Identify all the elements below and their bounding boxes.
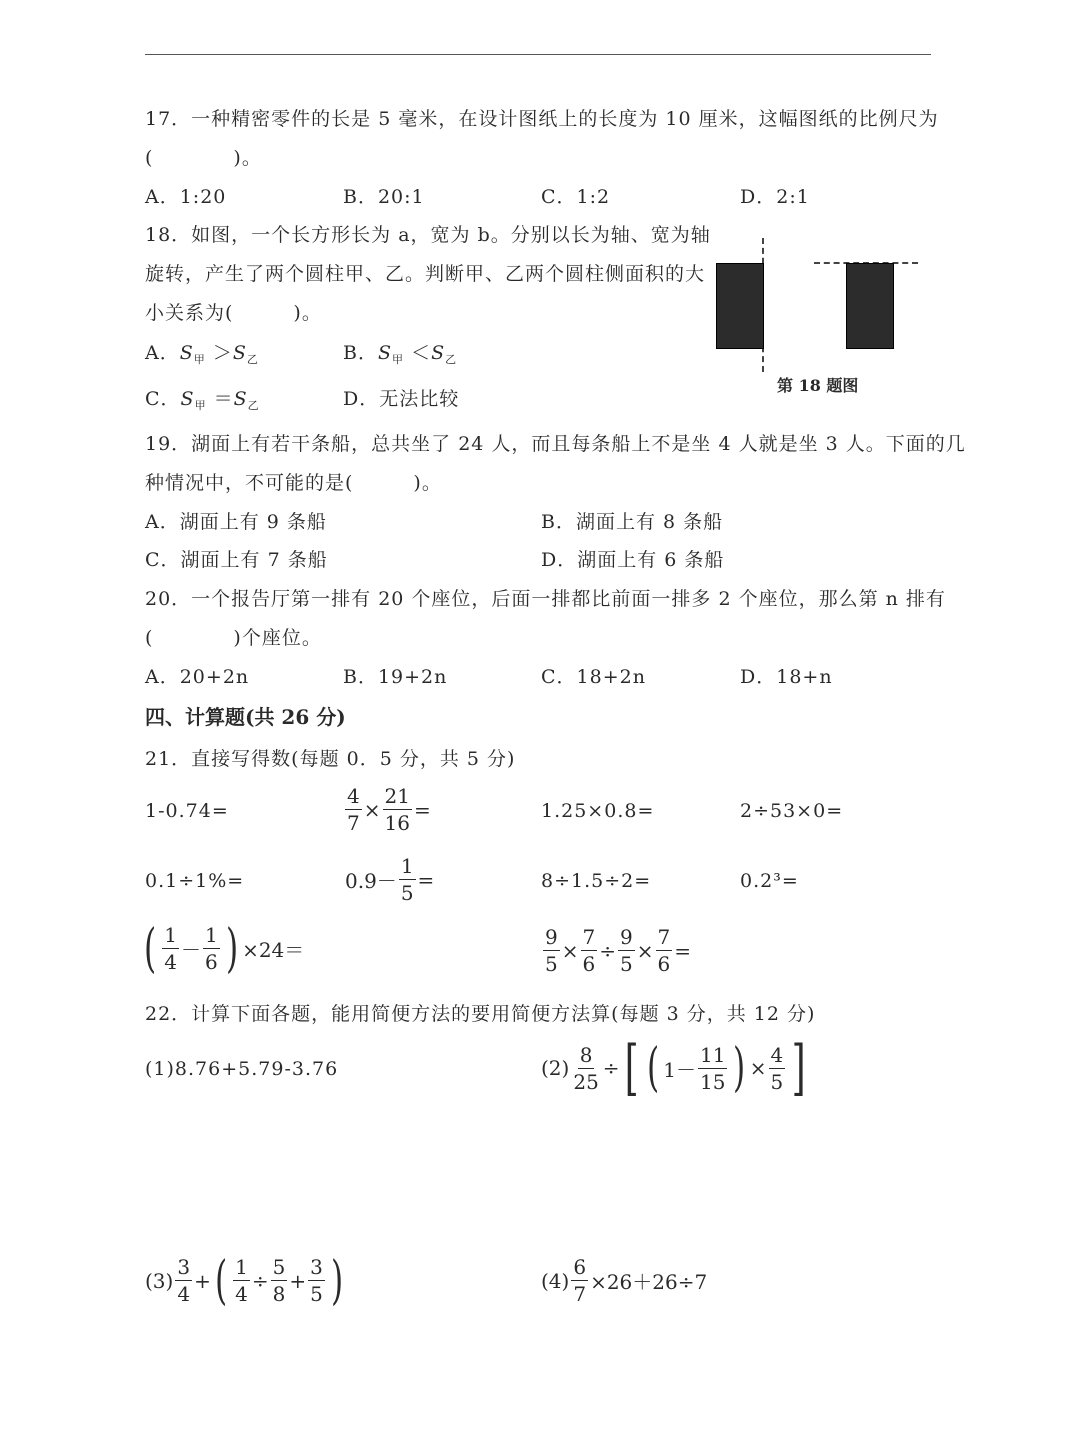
q21-expr-9: ( $\frac{1}{4}$ － $\frac{1}{6}$ ) ×24＝ — [144, 918, 305, 979]
q17-option-d: D．2:1 — [740, 186, 810, 208]
q20-option-d: D．18+n — [740, 666, 833, 688]
q20-option-a: A．20+2n — [145, 666, 250, 688]
q21-expr-6: 0.9－ $\frac{1}{5}$ = — [345, 854, 435, 905]
q17-option-b: B．20:1 — [343, 186, 425, 208]
q19-stem-line1: 19．湖面上有若干条船，总共坐了 24 人，而且每条船上不是坐 4 人就是坐 3 人。下面的几 — [145, 433, 966, 455]
q18-option-b: B．$S_甲 <S_乙$ — [343, 342, 458, 366]
q21-stem: 21．直接写得数(每题 0．5 分，共 5 分) — [145, 748, 516, 770]
q17-stem-line2: ( )。 — [145, 147, 262, 169]
q18-stem-line3: 小关系为( )。 — [145, 302, 322, 324]
q21-expr-4: 2÷53×0= — [740, 800, 844, 822]
q17-stem-line1: 17．一种精密零件的长是 5 毫米，在设计图纸上的长度为 10 厘米，这幅图纸的比例尺为 — [145, 108, 939, 130]
q21-expr-5: 0.1÷1%= — [145, 870, 245, 892]
q19-option-b: B．湖面上有 8 条船 — [541, 511, 724, 533]
q21-expr-7: 8÷1.5÷2= — [541, 870, 652, 892]
q19-option-a: A．湖面上有 9 条船 — [145, 511, 327, 533]
q20-option-c: C．18+2n — [541, 666, 646, 688]
q20-stem-line2: ( )个座位。 — [145, 627, 322, 649]
q20-stem-line1: 20．一个报告厅第一排有 20 个座位，后面一排都比前面一排多 2 个座位，那么第 n 排有 — [145, 588, 946, 610]
q22-problem-1: (1)8.76+5.79-3.76 — [145, 1058, 339, 1080]
q19-stem-line2: 种情况中，不可能的是( )。 — [145, 472, 442, 494]
q19-option-c: C．湖面上有 7 条船 — [145, 549, 328, 571]
q21-expr-10: $\frac{9}{5}$ × $\frac{7}{6}$ ÷ $\frac{9}{5}$ × $\frac{7}{6}$ = — [545, 925, 691, 976]
q18-option-a: A．$S_甲 >S_乙$ — [145, 342, 259, 366]
q22-problem-4: (4) $\frac{6}{7}$ ×26＋26÷7 — [541, 1255, 708, 1306]
q18-option-c: C．$S_甲 =S_乙$ — [145, 388, 260, 412]
q21-expr-8: 0.2³= — [740, 870, 799, 892]
q21-expr-2: $\frac{4}{7}$ × $\frac{21}{16}$ = — [347, 784, 431, 835]
q22-stem: 22．计算下面各题，能用简便方法的要用简便方法算(每题 3 分，共 12 分) — [145, 1003, 816, 1025]
q19-option-d: D．湖面上有 6 条船 — [541, 549, 725, 571]
q18-figure-caption: 第 18 题图 — [777, 376, 859, 395]
q22-problem-2: (2) $\frac{8}{25}$ ÷ [ ( 1－ $\frac{11}{15}$ ) × $\frac{4}{5}$ ] — [541, 1033, 807, 1103]
q21-expr-1: 1-0.74= — [145, 800, 229, 822]
q18-stem-line1: 18．如图，一个长方形长为 a，宽为 b。分别以长为轴、宽为轴 — [145, 224, 711, 246]
q18-option-d: D．无法比较 — [343, 388, 460, 410]
q18-stem-line2: 旋转，产生了两个圆柱甲、乙。判断甲、乙两个圆柱侧面积的大 — [145, 263, 706, 285]
section-4-title: 四、计算题(共 26 分) — [145, 705, 346, 729]
q21-expr-3: 1.25×0.8= — [541, 800, 655, 822]
q20-option-b: B．19+2n — [343, 666, 448, 688]
q17-option-a: A．1:20 — [145, 186, 227, 208]
q18-rectangle-right — [846, 263, 894, 349]
header-rule — [145, 54, 931, 55]
q17-option-c: C．1:2 — [541, 186, 611, 208]
q22-problem-3: (3) $\frac{3}{4}$ + ( $\frac{1}{4}$ ÷ $\frac{5}{8}$ + $\frac{3}{5}$ ) — [145, 1250, 344, 1311]
q18-rectangle-left — [716, 263, 764, 349]
